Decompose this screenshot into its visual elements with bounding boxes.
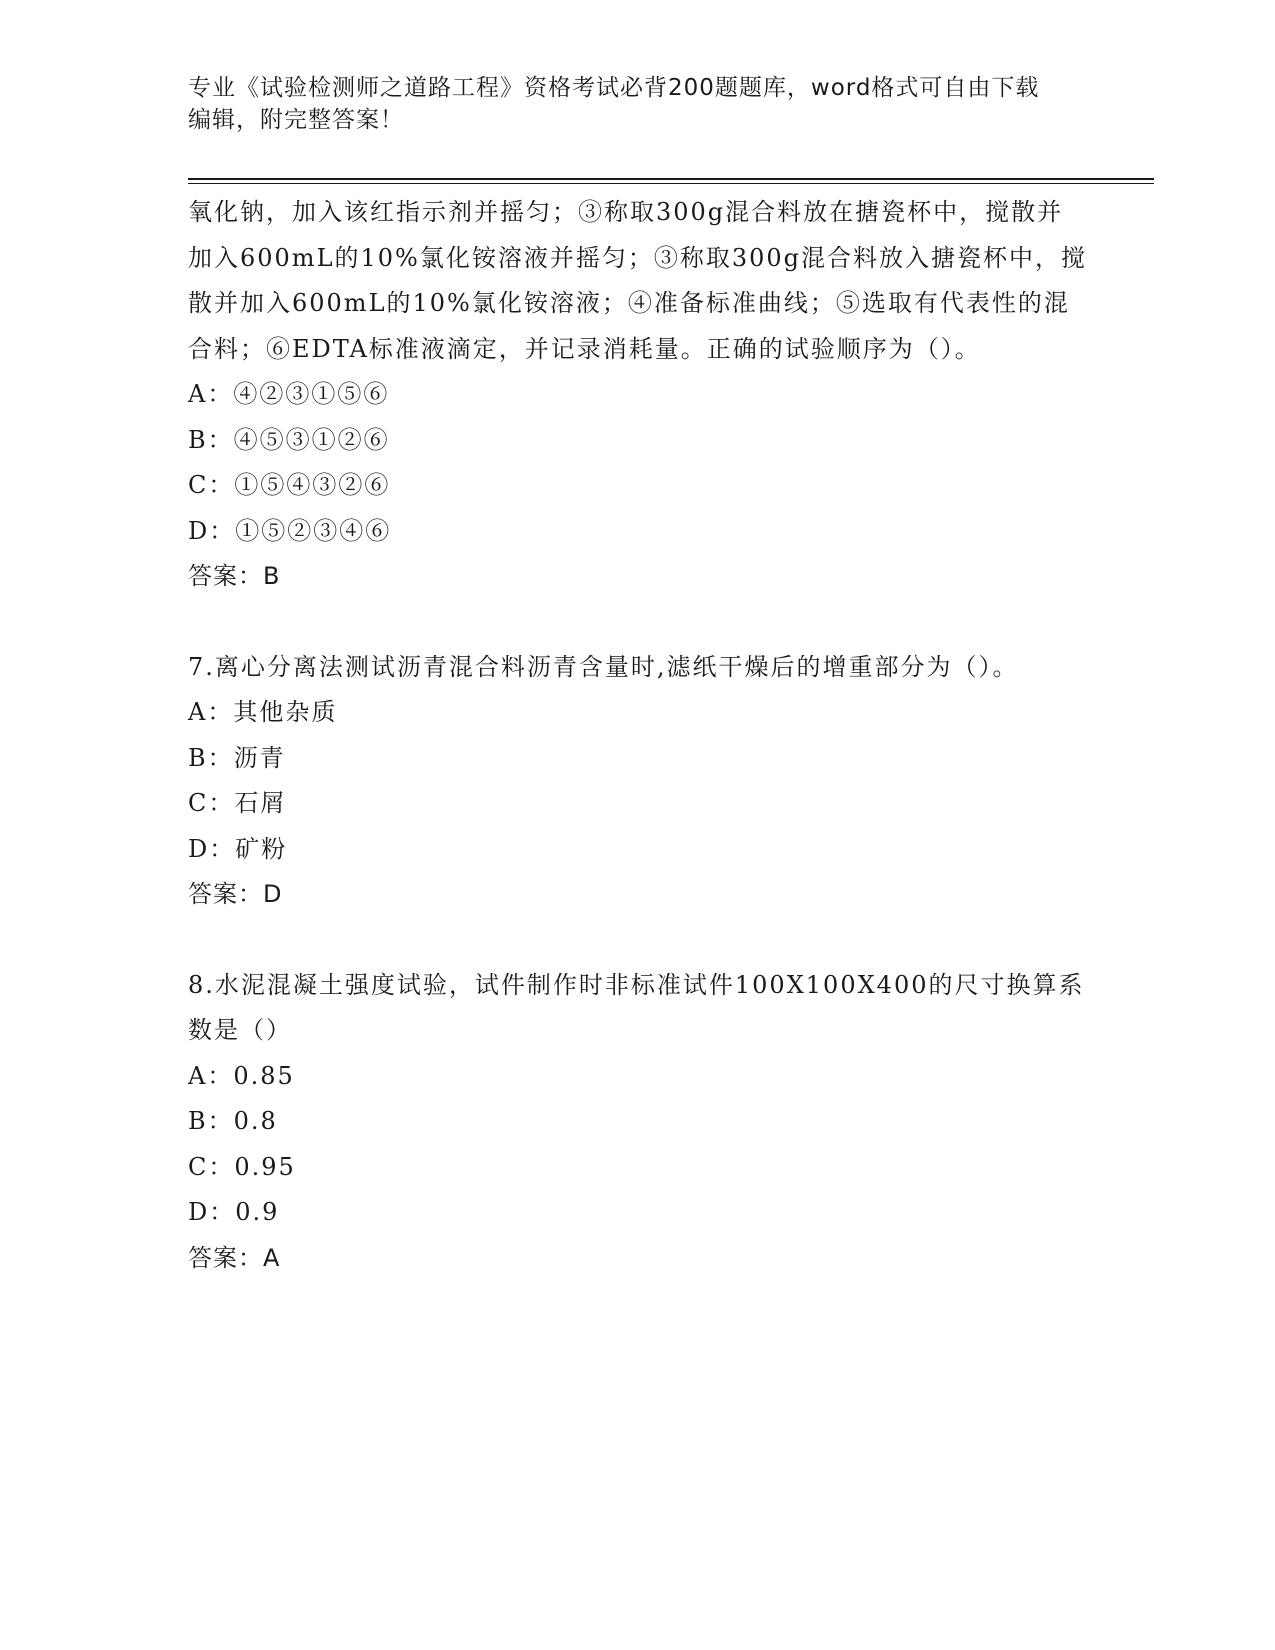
question-8-stem: 8.水泥混凝土强度试验，试件制作时非标准试件100X100X400的尺寸换算系数是（） — [188, 970, 1085, 1044]
document-header — [188, 72, 1088, 136]
question-7 — [188, 645, 1088, 918]
question-6-option-a: A：④②③①⑤⑥ — [188, 380, 390, 408]
header-divider-thick — [188, 178, 1154, 180]
question-7-option-a: A：其他杂质 — [188, 698, 338, 726]
header-title-line-1: 专业《试验检测师之道路工程》资格考试必背200题题库，word格式可自由下载 — [188, 75, 1040, 101]
question-spacer — [188, 918, 1088, 963]
question-7-stem: 7.离心分离法测试沥青混合料沥青含量时,滤纸干燥后的增重部分为（）。 — [188, 652, 1019, 681]
question-8-option-a: A：0.85 — [188, 1061, 295, 1090]
question-8-answer: 答案：A — [188, 1243, 281, 1272]
question-6-option-b: B：④⑤③①②⑥ — [188, 425, 390, 454]
question-6-stem: 氧化钠，加入该红指示剂并摇匀；③称取300g混合料放在搪瓷杯中，搅散并加入600mL的10%氯化铵溶液并摇匀；③称取300g混合料放入搪瓷杯中，搅散并加入600mL的10%氯化铵溶液；④准备标准曲线；⑤选取有代表性的混合料；⑥EDTA标准液滴定，并记录消耗量。正确的试验顺序为（）。 — [188, 198, 1088, 363]
question-7-answer: 答案：D — [188, 880, 283, 908]
question-6 — [188, 190, 1088, 600]
question-6-answer: 答案：B — [188, 562, 281, 590]
question-7-option-b: B：沥青 — [188, 743, 286, 772]
question-spacer — [188, 600, 1088, 645]
question-list — [188, 190, 1088, 1281]
question-8 — [188, 963, 1088, 1282]
header-title-line-2: 编辑，附完整答案！ — [188, 107, 404, 133]
question-6-option-c: C：①⑤④③②⑥ — [188, 471, 391, 499]
question-8-option-b: B：0.8 — [188, 1107, 278, 1135]
question-6-option-d: D：①⑤②③④⑥ — [188, 516, 392, 545]
question-7-option-c: C：石屑 — [188, 789, 287, 817]
question-8-option-c: C：0.95 — [188, 1152, 296, 1181]
question-8-option-d: D：0.9 — [188, 1198, 280, 1226]
header-divider-thin — [188, 183, 1154, 184]
question-7-option-d: D：矿粉 — [188, 834, 288, 863]
